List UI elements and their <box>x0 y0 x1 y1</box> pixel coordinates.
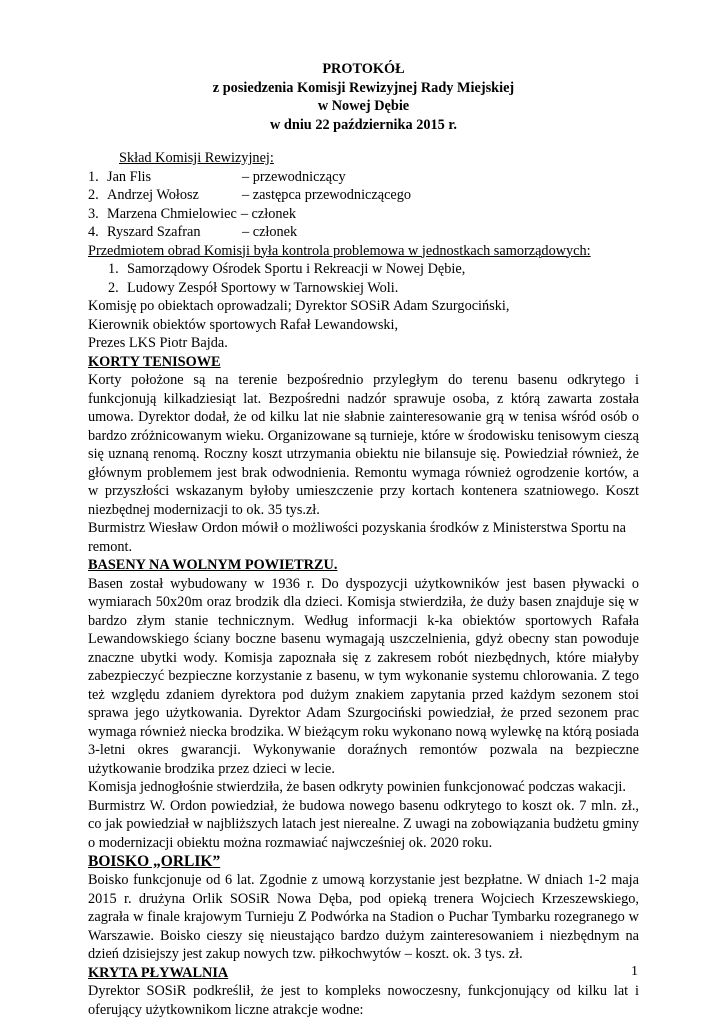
section-heading-plywalnia: KRYTA PŁYWALNIA <box>88 964 229 981</box>
paragraph: Dyrektor SOSiR podkreślił, że jest to kompleks nowoczesny, funkcjonujący od kilku lat i oferujący użytkownikom liczne atrakcje wodne: <box>88 983 639 1018</box>
paragraph: Boisko funkcjonuje od 6 lat. Zgodnie z umową korzystanie jest bezpłatne. W dniach 1-2 maja 2015 r. drużyna Orlik SOSiR Nowa Dęba, pod opieką trenera Wojciech Krzeszewskiego, zagrała w finale krajowym Turnieju Z Podwórka na Stadion o Puchar Tymbarku rozegranego w Warszawie. Boisko cieszy się nieustająco bardzo dużym zainteresowaniem i niezbędnym na dzień dzisiejszy jest zakup nowych tzw. piłkochwytów – koszt. ok. 3 tys. zł. <box>88 872 639 962</box>
committee-member: 3. Marzena Chmielowiec – członek <box>88 205 296 222</box>
section-heading-orlik: BOISKO „ORLIK” <box>88 853 221 870</box>
subject-item: 1. Samorządowy Ośrodek Sportu i Rekreacji w Nowej Dębie, <box>108 261 466 277</box>
committee-member: 2. Andrzej Wołosz – zastępca przewodniczącego <box>88 187 412 203</box>
doc-subtitle-1: z posiedzenia Komisji Rewizyjnej Rady Miejskiej <box>212 79 515 96</box>
page-number: 1 <box>631 964 638 979</box>
subject-item: 2. Ludowy Zespół Sportowy w Tarnowskiej Woli. <box>108 279 399 296</box>
committee-list <box>88 168 639 242</box>
subject-heading: Przedmiotem obrad Komisji była kontrola problemowa w jednostkach samorządowych: <box>88 242 591 259</box>
paragraph: Basen został wybudowany w 1936 r. Do dyspozycji użytkowników jest basen pływacki o wymiarach 50x20m oraz brodzik dla dzieci. Komisja stwierdziła, że duży basen znajduje się w bardzo złym stanie technicznym. Według informacji k-ka obiektów sportowych Rafała Lewandowskiego ściany boczne basenu wymagają uszczelnienia, gdyż obecny stan powoduje znaczne ubytki wody. Komisja zapoznała się z zakresem robót niezbędnych, które miałyby zabezpieczyć bezpieczne korzystanie z basenu, w tym wykonanie systemu chlorowania. Z tego też względu zdaniem dyrektora pod dużym znakiem zapytania przed każdym sezonem stoi sprawa jego użytkowania. Dyrektor Adam Szurgociński powiedział, że przed sezonem prac wymaga również niecka brodzika. W bieżącym roku wykonano nową wylewkę na którą posiada 3-letni okres gwarancji. Wykonywanie doraźnych remontów pozwala na bezpieczne użytkowanie brodzika przez dzieci w lecie. <box>88 575 639 777</box>
paragraph: Komisja jednogłośnie stwierdziła, że basen odkryty powinien funkcjonować podczas wakacji. <box>88 779 626 795</box>
doc-subtitle-2: w Nowej Dębie <box>317 98 410 114</box>
doc-title: PROTOKÓŁ <box>322 61 405 77</box>
committee-member: 4. Ryszard Szafran – członek <box>88 224 298 240</box>
section-heading-korty: KORTY TENISOWE <box>88 353 221 370</box>
doc-date: w dniu 22 października 2015 r. <box>270 116 457 133</box>
paragraph: Burmistrz Wiesław Ordon mówił o możliwości pozyskania środków z Ministerstwa Sportu na remont. <box>88 520 626 555</box>
paragraph: Korty położone są na terenie bezpośrednio przyległym do terenu basenu odkrytego i funkcjonują kilkadziesiąt lat. Bezpośredni nadzór sprawuje osoba, z którą zawarta została umowa. Dyrektor dodał, że od kilku lat nie słabnie zainteresowanie grą w tenisa wśród osób o bardzo zróżnicowanym wieku. Organizowane są turnieje, które w środowisku tenisowym cieszą się uznaną renomą. Roczny koszt utrzymania obiektu nie bilansuje się. Powiedział również, że głównym problemem jest brak odwodnienia. Remontu wymaga również ogrodzenie kortów, a w przyszłości wskazanym byłoby umieszczenie przy kortach kontenera szatniowego. Koszt niezbędnej modernizacji to ok. 35 tys.zł. <box>88 372 639 518</box>
committee-member: 1. Jan Flis – przewodniczący <box>88 168 346 185</box>
guides-line: Komisję po obiektach oprowadzali; Dyrektor SOSiR Adam Szurgociński, <box>88 298 510 314</box>
guides-line: Prezes LKS Piotr Bajda. <box>88 335 228 351</box>
paragraph: Burmistrz W. Ordon powiedział, że budowa nowego basenu odkrytego to koszt ok. 7 mln. zł., co jak powiedział w najbliższych latach jest nierealne. Z uwagi na zobowiązania budżetu gminy o modernizacji obiektu można rozmawiać najwcześniej ok. 2020 roku. <box>88 797 639 851</box>
section-heading-baseny: BASENY NA WOLNYM POWIETRZU. <box>88 557 338 573</box>
guides-line: Kierownik obiektów sportowych Rafał Lewandowski, <box>88 316 399 333</box>
committee-heading: Skład Komisji Rewizyjnej: <box>119 150 274 166</box>
document-page <box>88 60 639 1019</box>
